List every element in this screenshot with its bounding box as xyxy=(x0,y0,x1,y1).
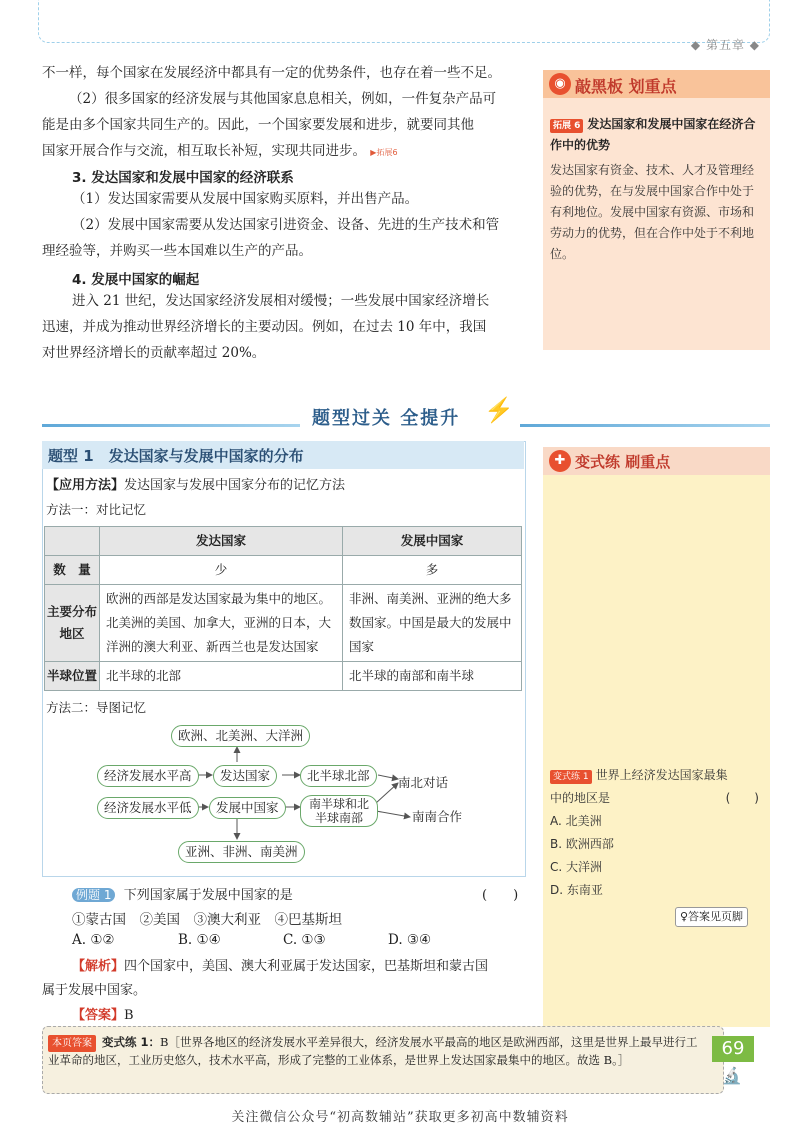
analysis-tag: 【解析】 xyxy=(72,959,125,974)
node-south: 南半球和北半球南部 xyxy=(300,795,378,827)
topic-header xyxy=(42,441,524,469)
comparison-table xyxy=(44,526,522,691)
answer-line xyxy=(72,1004,134,1023)
practice-option-d[interactable]: D. 东南亚 xyxy=(550,883,603,897)
analysis-text: 四个国家中，美国、澳大利亚属于发达国家，巴基斯坦和蒙古国 xyxy=(124,959,489,974)
page-number: 69 xyxy=(712,1036,754,1062)
practice-title: 变式练 刷重点 xyxy=(575,453,671,471)
node-low-level: 经济发展水平低 xyxy=(97,797,199,819)
method-line xyxy=(46,474,345,493)
chapter-label: ◆ 第五章 ◆ xyxy=(690,38,760,52)
practice-tag: 变式练 1 xyxy=(550,770,592,784)
banner-line-left xyxy=(42,424,300,427)
topic-title: 题型 1 发达国家与发展中国家的分布 xyxy=(48,447,304,465)
body-paragraph-0: 不一样，每个国家在发展经济中都具有一定的优势条件，也存在着一些不足。 xyxy=(42,65,501,81)
analysis-text-2: 属于发展中国家。 xyxy=(42,983,147,998)
practice-option-b[interactable]: B. 欧洲西部 xyxy=(550,837,614,851)
cell-hemisphere-developed: 北半球的北部 xyxy=(100,662,343,691)
method-tag: 【应用方法】 xyxy=(46,478,125,493)
cell-hemisphere-developing: 北半球的南部和南半球 xyxy=(343,662,522,691)
section-banner: 题型过关 全提升 xyxy=(312,408,461,429)
practice-option-a[interactable]: A. 北美洲 xyxy=(550,814,602,828)
practice-question-2: 中的地区是 xyxy=(550,791,611,805)
practice-box xyxy=(543,447,770,1027)
note-body xyxy=(550,114,765,265)
answer-see-footer-button[interactable]: ♀答案见页脚 xyxy=(675,907,748,927)
row-header-distribution: 主要分布地区 xyxy=(45,585,100,662)
cell-quantity-developed: 少 xyxy=(100,556,343,585)
banner-line-right xyxy=(520,424,770,427)
table-header-developing: 发展中国家 xyxy=(343,527,522,556)
cell-quantity-developing: 多 xyxy=(343,556,522,585)
arrow-south-ssc xyxy=(376,811,410,817)
table-header-developed: 发达国家 xyxy=(100,527,343,556)
option-d[interactable]: D. ③④ xyxy=(388,932,432,948)
option-a[interactable]: A. ①② xyxy=(72,932,115,948)
method-text: 发达国家与发展中国家分布的记忆方法 xyxy=(124,478,346,493)
section-heading-3: 3. 发达国家和发展中国家的经济联系 xyxy=(72,170,294,186)
label-north-south-dialogue: 南北对话 xyxy=(398,775,449,790)
page-answer-title: 变式练 1： xyxy=(102,1035,161,1049)
option-c[interactable]: C. ①③ xyxy=(283,932,326,948)
row-header-hemisphere: 半球位置 xyxy=(45,662,100,691)
method-one: 方法一：对比记忆 xyxy=(46,502,147,517)
microscope-icon: 🔬 xyxy=(722,1066,742,1085)
practice-icon: ✚ xyxy=(549,450,571,472)
node-developing: 发展中国家 xyxy=(209,797,286,819)
practice-question-1: 世界上经济发达国家最集 xyxy=(595,768,728,782)
method-two: 方法二：导图记忆 xyxy=(46,700,147,715)
body-paragraph-4a: 进入 21 世纪，发达国家经济发展相对缓慢；一些发展中国家经济增长 xyxy=(72,293,490,309)
label-south-south-cooperation: 南南合作 xyxy=(412,809,463,824)
body-paragraph-1b: 能是由多个国家共同生产的。因此，一个国家要发展和进步，就要同其他 xyxy=(42,117,474,133)
arrow-south-nsd xyxy=(376,783,398,803)
body-paragraph-3c: 理经验等，并购买一些本国难以生产的产品。 xyxy=(42,243,312,259)
body-paragraph-4c: 对世界经济增长的贡献率超过 20%。 xyxy=(42,345,266,361)
analysis xyxy=(72,954,532,980)
body-paragraph-1a: （2）很多国家的经济发展与其他国家息息相关，例如，一件复杂产品可 xyxy=(69,91,497,107)
row-header-quantity: 数 量 xyxy=(45,556,100,585)
top-frame xyxy=(38,0,770,43)
section-heading-4: 4. 发展中国家的崛起 xyxy=(72,272,200,288)
extension-tag: ▶拓展6 xyxy=(370,148,398,157)
note-tag: 拓展 6 xyxy=(550,119,583,133)
table-corner xyxy=(45,527,100,556)
practice-body xyxy=(550,764,765,902)
node-developed: 发达国家 xyxy=(213,765,277,787)
answer-tag: 【答案】 xyxy=(72,1008,125,1023)
practice-paren: ( ) xyxy=(725,791,759,805)
answer-value: B xyxy=(124,1008,134,1023)
body-paragraph-3a: （1）发达国家需要从发展中国家购买原料，并出售产品。 xyxy=(72,191,419,207)
body-paragraph-1c: 国家开展合作与交流，相互取长补短，实现共同进步。 ▶拓展6 xyxy=(42,138,532,166)
node-north: 北半球北部 xyxy=(300,765,377,787)
lightning-icon: ⚡ xyxy=(484,396,514,424)
page-answer-text: B［世界各地区的经济发展水平差异很大，经济发展水平最高的地区是欧洲西部，这里是世界上最早进行工业革命的地区，工业历史悠久，技术水平高，形成了完整的工业体系，是世界上发达国家最集中的地区。故选 B。］ xyxy=(48,1035,698,1067)
note-header xyxy=(543,70,770,98)
example-tag: 例题 1 xyxy=(72,888,115,902)
example-question xyxy=(72,884,293,903)
note-heading: 发达国家和发展中国家在经济合作中的优势 xyxy=(550,117,756,152)
note-title: 敲黑板 划重点 xyxy=(575,77,677,96)
example-options: ①蒙古国 ②美国 ③澳大利亚 ④巴基斯坦 xyxy=(72,912,342,928)
node-developed-regions: 欧洲、北美洲、大洋洲 xyxy=(171,725,310,747)
cell-distribution-developed: 欧洲的西部是发达国家最为集中的地区。北美洲的美国、加拿大，亚洲的日本，大洋洲的澳大利亚、新西兰也是发达国家 xyxy=(100,585,343,662)
page-answer-content xyxy=(48,1034,708,1069)
example-answer-paren: ( ) xyxy=(482,888,519,903)
body-paragraph-3b: （2）发展中国家需要从发达国家引进资金、设备、先进的生产技术和管 xyxy=(72,217,500,233)
chalkboard-icon: ◉ xyxy=(549,73,571,95)
footer-note: 关注微信公众号“初高数辅站”获取更多初高中数辅资料 xyxy=(231,1110,569,1125)
node-high-level: 经济发展水平高 xyxy=(97,765,199,787)
cell-distribution-developing: 非洲、南美洲、亚洲的绝大多数国家。中国是最大的发展中国家 xyxy=(343,585,522,662)
node-developing-regions: 亚洲、非洲、南美洲 xyxy=(178,841,305,863)
practice-option-c[interactable]: C. 大洋洲 xyxy=(550,860,603,874)
note-text: 发达国家有资金、技术、人才及管理经验的优势，在与发展中国家合作中处于有利地位。发展中国家有资源、市场和劳动力的优势，但在合作中处于不利地位。 xyxy=(550,163,755,261)
example-question-text: 下列国家属于发展中国家的是 xyxy=(123,888,293,903)
option-b[interactable]: B. ①④ xyxy=(178,932,221,948)
practice-header xyxy=(543,447,770,475)
page-answer-tag: 本页答案 xyxy=(48,1035,96,1052)
body-paragraph-4b: 迅速，并成为推动世界经济增长的主要动因。例如，在过去 10 年中，我国 xyxy=(42,319,487,335)
arrow-north-nsd xyxy=(378,775,398,779)
